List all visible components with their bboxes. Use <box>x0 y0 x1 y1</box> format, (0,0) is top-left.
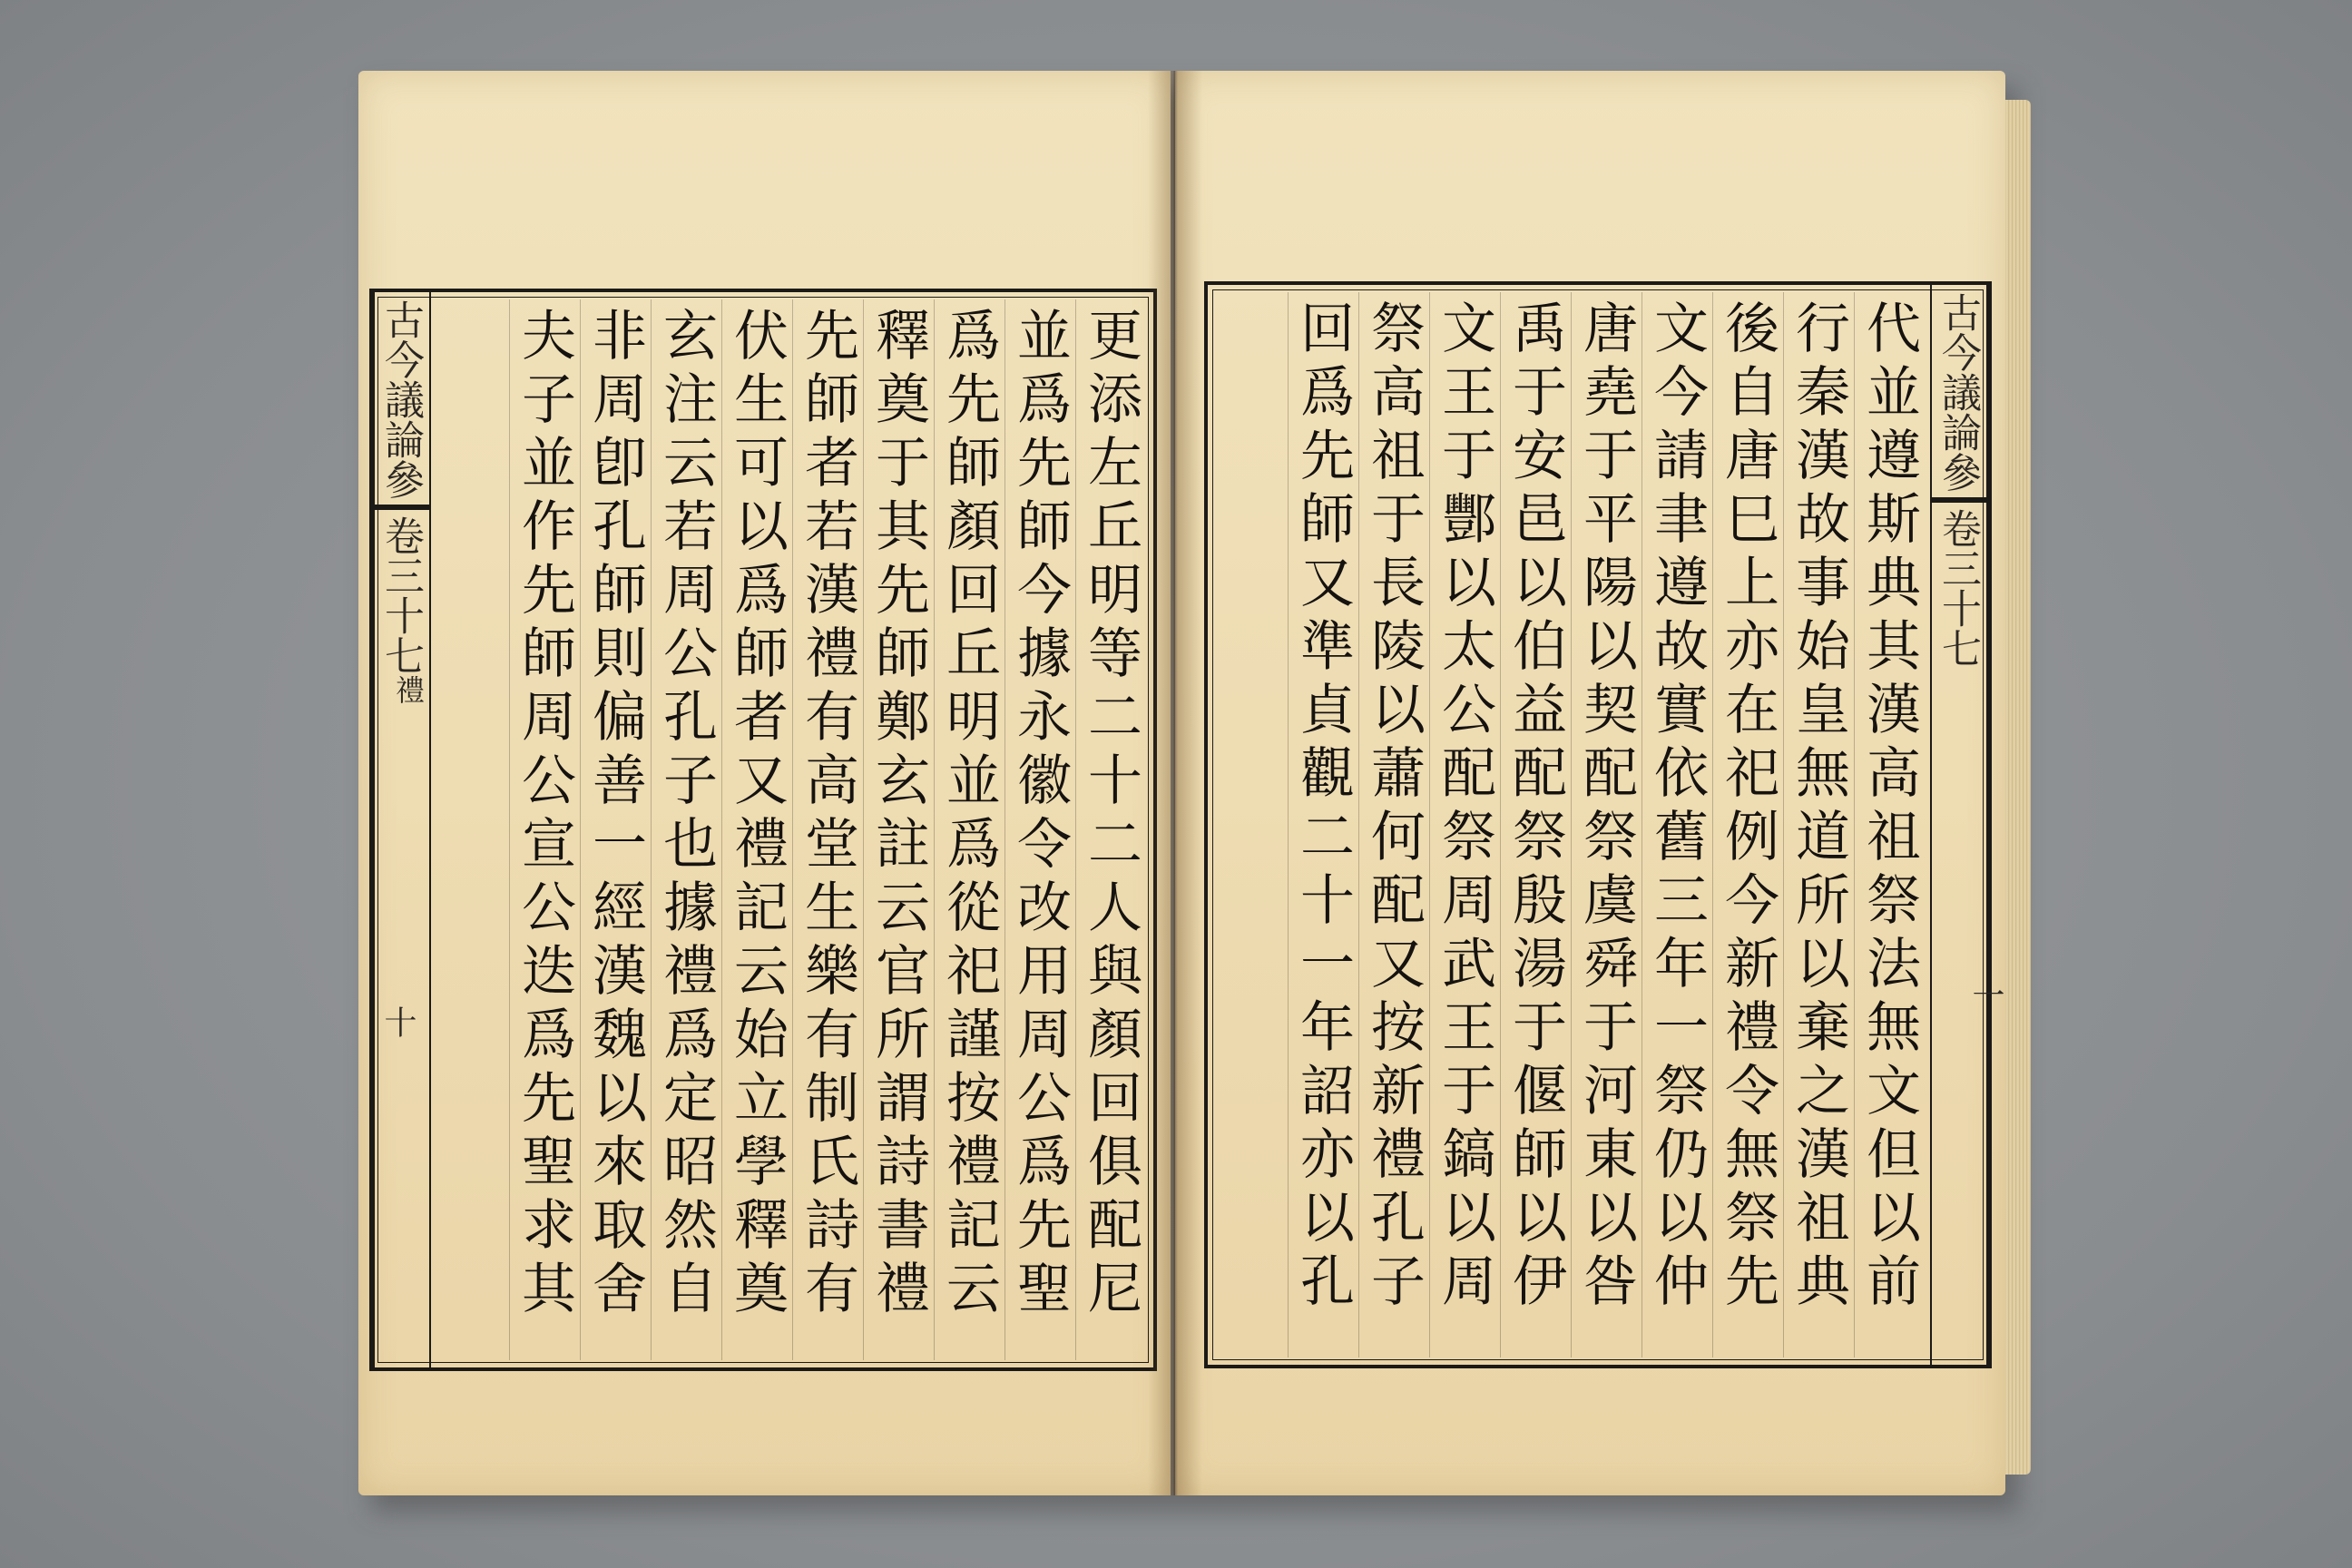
text-column: 代並遵斯典其漢高祖祭法無文但以前 <box>1854 292 1925 1357</box>
left-banxin <box>373 292 431 1367</box>
text-column: 文今請聿遵故實依舊三年一祭仍以仲 <box>1642 292 1712 1357</box>
text-column: 伏生可以爲師者又禮記云始立學釋奠 <box>721 299 792 1360</box>
left-banxin-fishtail <box>375 505 429 510</box>
text-column: 先師者若漢禮有高堂生樂有制氏詩有 <box>792 299 863 1360</box>
text-column: 釋奠于其先師鄭玄註云官所謂詩書禮 <box>863 299 934 1360</box>
right-text-columns <box>1215 292 1925 1357</box>
text-column: 後自唐巳上亦在祀例今新禮令無祭先 <box>1712 292 1783 1357</box>
open-book <box>358 71 2005 1495</box>
right-banxin-volume: 卷三十七 <box>1935 508 1981 668</box>
text-column: 禹于安邑以伯益配祭殷湯于偃師以伊 <box>1500 292 1571 1357</box>
left-page-frame <box>369 289 1157 1371</box>
text-column: 玄注云若周公孔子也據禮爲定昭然自 <box>651 299 721 1360</box>
text-column: 行秦漢故事始皇無道所以棄之漢祖典 <box>1783 292 1854 1357</box>
text-column: 唐堯于平陽以契配祭虞舜于河東以咎 <box>1571 292 1642 1357</box>
text-column: 更添左丘明等二十二人與顏回俱配尼 <box>1075 299 1146 1360</box>
right-banxin-fishtail <box>1932 497 1986 503</box>
left-banxin-volume: 卷三十七 <box>377 515 424 675</box>
text-column: 非周卽孔師則偏善一經漢魏以來取舍 <box>580 299 651 1360</box>
left-text-columns <box>436 299 1146 1360</box>
text-column: 祭高祖于長陵以蕭何配又按新禮孔子 <box>1358 292 1429 1357</box>
left-banxin-section: 禮 <box>391 675 426 704</box>
right-folio: 一 <box>1967 978 2004 1011</box>
right-banxin-title: 古今議論參 <box>1935 292 1981 492</box>
text-column: 夫子並作先師周公宣公迭爲先聖求其 <box>509 299 580 1360</box>
text-column: 回爲先師又準貞觀二十一年詔亦以孔 <box>1288 292 1358 1357</box>
text-column: 並爲先師今據永徽令改用周公爲先聖 <box>1004 299 1075 1360</box>
text-column: 文王于酆以太公配祭周武王于鎬以周 <box>1429 292 1500 1357</box>
right-page-frame <box>1204 281 1992 1368</box>
book-gutter <box>1148 71 1202 1495</box>
text-column: 爲先師顏回丘明並爲從祀謹按禮記云 <box>934 299 1004 1360</box>
right-banxin <box>1930 285 1988 1365</box>
right-page <box>1175 71 2005 1495</box>
left-page <box>358 71 1171 1495</box>
left-banxin-title: 古今議論參 <box>377 299 424 499</box>
left-folio: 十 <box>379 1005 416 1038</box>
